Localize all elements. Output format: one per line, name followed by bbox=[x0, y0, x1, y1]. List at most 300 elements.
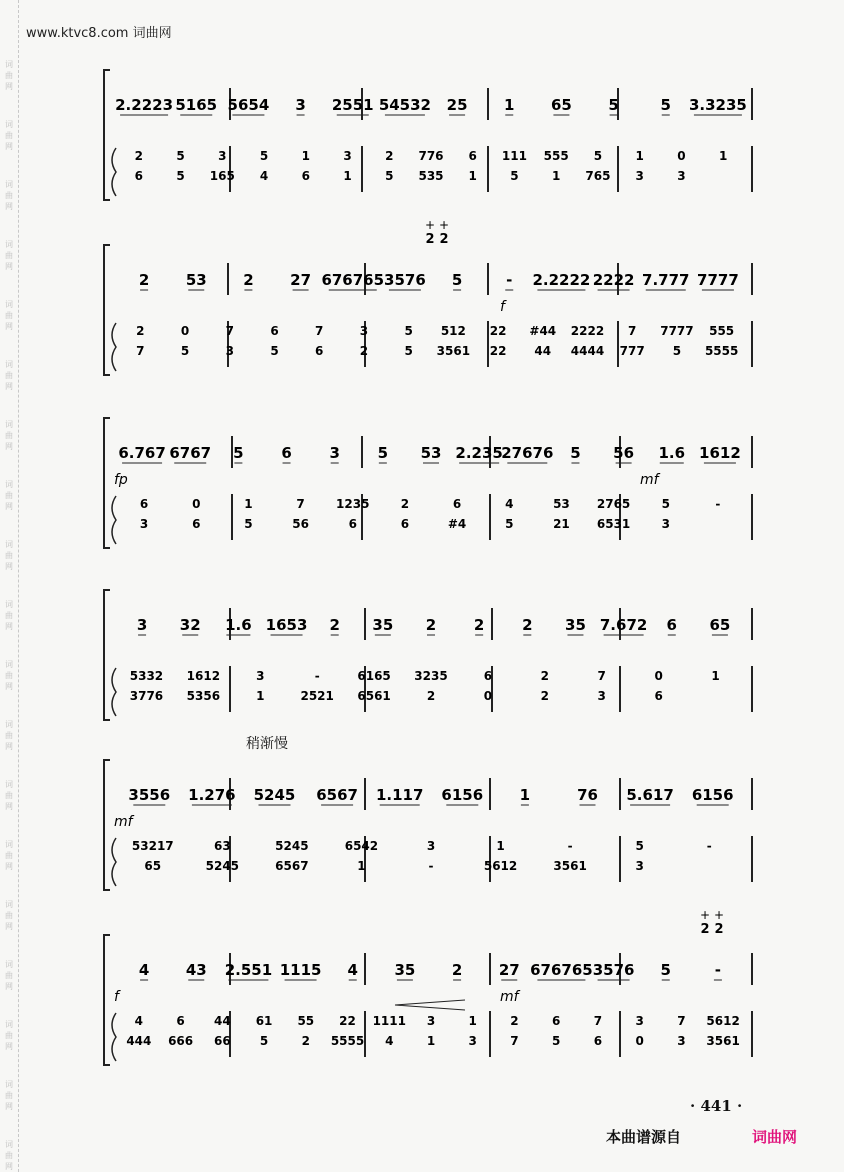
accompaniment-note: 53217 bbox=[131, 839, 174, 853]
accompaniment-note: 5 bbox=[270, 344, 279, 358]
accompaniment-note: 5555 bbox=[704, 344, 739, 358]
melody-note: 27 bbox=[290, 271, 312, 289]
accent-mark: + bbox=[424, 218, 436, 232]
melody-note: 54532 bbox=[378, 96, 432, 114]
side-strip-mark: 词 bbox=[5, 900, 13, 909]
accompaniment-note: 7 bbox=[677, 1014, 686, 1028]
melody-note: 1 bbox=[519, 786, 531, 804]
side-strip-mark: 词 bbox=[5, 840, 13, 849]
accompaniment-note: 7 bbox=[593, 1014, 603, 1028]
accompaniment-note: 44 bbox=[534, 344, 552, 358]
accent-mark: + bbox=[713, 908, 725, 922]
accompaniment-note: 3 bbox=[359, 324, 369, 338]
side-strip-mark: 词 bbox=[5, 300, 13, 309]
melody-note: 5 bbox=[608, 96, 619, 114]
accompaniment-note: 7777 bbox=[660, 324, 694, 338]
accompaniment-note: 3561 bbox=[706, 1034, 740, 1048]
melody-note: 1653 bbox=[265, 616, 308, 634]
melody-note: 7777 bbox=[697, 271, 739, 289]
side-strip-mark: 词 bbox=[5, 480, 13, 489]
melody-note: 5 bbox=[451, 271, 463, 289]
melody-note: 2551 bbox=[331, 96, 374, 114]
accompaniment-note: 3 bbox=[468, 1034, 477, 1048]
melody-note: 676765 bbox=[321, 271, 385, 289]
side-strip-mark: 词 bbox=[5, 1020, 13, 1029]
melody-note: 2.2223 bbox=[115, 96, 174, 114]
system-bracket bbox=[104, 590, 110, 720]
accompaniment-note: 3 bbox=[225, 344, 234, 358]
accompaniment-note: 5 bbox=[552, 1034, 561, 1048]
side-strip-mark: 曲 bbox=[5, 971, 13, 980]
melody-note: 5245 bbox=[253, 786, 296, 804]
dynamic-marking: mf bbox=[640, 472, 659, 488]
side-strip-mark: 曲 bbox=[5, 431, 13, 440]
melody-note: 65 bbox=[550, 96, 572, 114]
accompaniment-note: 7 bbox=[315, 324, 324, 338]
dynamic-marking: fp bbox=[114, 472, 128, 488]
side-strip-mark: 词 bbox=[5, 420, 13, 429]
melody-note: 25 bbox=[446, 96, 468, 114]
side-strip-mark: 词 bbox=[5, 1080, 13, 1089]
side-strip-mark: 曲 bbox=[5, 731, 13, 740]
accompaniment-note: 1612 bbox=[186, 669, 221, 683]
accompaniment-note: 6531 bbox=[596, 517, 631, 531]
side-strip-mark: 网 bbox=[5, 682, 13, 691]
accompaniment-note: 5 bbox=[404, 344, 413, 358]
accompaniment-note: 512 bbox=[440, 324, 466, 338]
accompaniment-note: 6 bbox=[192, 517, 201, 531]
source-site-link[interactable]: 词曲网 bbox=[752, 1128, 798, 1146]
melody-note: - bbox=[714, 961, 722, 979]
accompaniment-note: 4 bbox=[134, 1014, 144, 1028]
accompaniment-note: 0 bbox=[635, 1034, 644, 1048]
accompaniment-note: 1 bbox=[244, 497, 253, 511]
side-strip-mark: 网 bbox=[5, 922, 13, 931]
accompaniment-note: 5 bbox=[259, 1034, 269, 1048]
melody-note: 1115 bbox=[279, 961, 322, 979]
melody-note: 1.6 bbox=[658, 444, 686, 462]
accompaniment-note: 6 bbox=[315, 344, 324, 358]
side-strip-mark: 曲 bbox=[5, 191, 13, 200]
accompaniment-note: 3235 bbox=[414, 669, 448, 683]
accompaniment-note: 5 bbox=[661, 497, 670, 511]
melody-note: 1.117 bbox=[375, 786, 424, 804]
melody-note: 2 bbox=[425, 616, 437, 634]
melody-note: 676765 bbox=[530, 961, 593, 979]
accompaniment-note: 2 bbox=[134, 149, 144, 163]
side-strip-mark: 曲 bbox=[5, 911, 13, 920]
accompaniment-note: 7 bbox=[597, 669, 606, 683]
melody-note: 35 bbox=[372, 616, 394, 634]
accompaniment-note: #4 bbox=[447, 517, 467, 531]
melody-note: 35 bbox=[394, 961, 416, 979]
melody-note: 6567 bbox=[316, 786, 358, 804]
side-strip bbox=[0, 0, 19, 1172]
accompaniment-note: 5 bbox=[404, 324, 413, 338]
accompaniment-note: 3776 bbox=[129, 689, 164, 703]
accompaniment-note: 555 bbox=[709, 324, 735, 338]
dynamic-marking: mf bbox=[114, 814, 133, 830]
accompaniment-note: 6 bbox=[593, 1034, 603, 1048]
side-strip-mark: 网 bbox=[5, 802, 13, 811]
accompaniment-note: 6165 bbox=[357, 669, 391, 683]
accompaniment-note: 2521 bbox=[300, 689, 334, 703]
brace bbox=[112, 838, 116, 886]
accompaniment-note: 5 bbox=[385, 169, 394, 183]
accompaniment-note: 2 bbox=[400, 497, 410, 511]
side-strip-mark: 曲 bbox=[5, 791, 13, 800]
side-strip-mark: 曲 bbox=[5, 131, 13, 140]
accompaniment-note: 1 bbox=[718, 149, 728, 163]
accompaniment-note: 6 bbox=[134, 169, 144, 183]
melody-note: 27 bbox=[498, 961, 520, 979]
accompaniment-note: - bbox=[715, 497, 721, 511]
accompaniment-note: 2222 bbox=[570, 324, 605, 338]
accompaniment-note: 5 bbox=[505, 517, 514, 531]
side-strip-mark: 曲 bbox=[5, 671, 13, 680]
accompaniment-note: 6 bbox=[301, 169, 310, 183]
side-strip-mark: 网 bbox=[5, 442, 13, 451]
accompaniment-note: 0 bbox=[677, 149, 686, 163]
melody-note: 3 bbox=[329, 444, 340, 462]
side-strip-mark: 词 bbox=[5, 960, 13, 969]
melody-note: 6.767 bbox=[118, 444, 166, 462]
melody-note: 5165 bbox=[175, 96, 218, 114]
accompaniment-note: 5 bbox=[244, 517, 253, 531]
accompaniment-note: 7 bbox=[510, 1034, 519, 1048]
melody-note: 6767 bbox=[169, 444, 212, 462]
accompaniment-note: 55 bbox=[297, 1014, 315, 1028]
melody-note: 32 bbox=[179, 616, 201, 634]
accompaniment-note: 6 bbox=[468, 149, 477, 163]
side-strip-mark: 词 bbox=[5, 720, 13, 729]
side-strip-mark: 网 bbox=[5, 502, 13, 511]
accompaniment-note: 6542 bbox=[344, 839, 379, 853]
side-strip-mark: 网 bbox=[5, 82, 13, 91]
accompaniment-note: #44 bbox=[529, 324, 557, 338]
side-strip-mark: 曲 bbox=[5, 251, 13, 260]
side-strip-mark: 网 bbox=[5, 1102, 13, 1111]
brace bbox=[112, 668, 116, 716]
accompaniment-note: 1 bbox=[468, 1014, 477, 1028]
accompaniment-note: 1 bbox=[301, 149, 310, 163]
accompaniment-note: 5 bbox=[672, 344, 682, 358]
accompaniment-note: 1 bbox=[496, 839, 505, 853]
side-strip-mark: 网 bbox=[5, 202, 13, 211]
accompaniment-note: 5 bbox=[176, 149, 185, 163]
accompaniment-note: 3 bbox=[677, 169, 686, 183]
accompaniment-note: 7 bbox=[296, 497, 305, 511]
accompaniment-note: 2 bbox=[301, 1034, 310, 1048]
melody-note: 5 bbox=[233, 444, 244, 462]
accompaniment-note: 777 bbox=[619, 344, 645, 358]
accompaniment-note: 3 bbox=[677, 1034, 686, 1048]
melody-note: 76 bbox=[577, 786, 598, 804]
melody-note: 27676 bbox=[501, 444, 554, 462]
accompaniment-note: 165 bbox=[209, 169, 235, 183]
accompaniment-note: 5 bbox=[635, 839, 644, 853]
side-strip-mark: 词 bbox=[5, 660, 13, 669]
accompaniment-note: 66 bbox=[213, 1034, 231, 1048]
accompaniment-note: 3561 bbox=[553, 859, 587, 873]
melody-note: 35 bbox=[565, 616, 586, 634]
accompaniment-note: 6 bbox=[139, 497, 149, 511]
accompaniment-note: 2 bbox=[540, 689, 549, 703]
accompaniment-note: 3 bbox=[635, 169, 644, 183]
melody-note: 2 bbox=[473, 616, 485, 634]
accompaniment-note: 22 bbox=[489, 324, 507, 338]
melody-note: - bbox=[506, 271, 513, 289]
melody-note: 1.276 bbox=[188, 786, 236, 804]
accompaniment-note: 765 bbox=[585, 169, 611, 183]
accompaniment-note: 63 bbox=[213, 839, 231, 853]
system-bracket bbox=[104, 418, 110, 548]
accompaniment-note: 2 bbox=[385, 149, 394, 163]
accent-mark: + bbox=[438, 218, 450, 232]
melody-note: 56 bbox=[613, 444, 635, 462]
melody-note: 2.551 bbox=[224, 961, 273, 979]
accompaniment-note: 3 bbox=[426, 1014, 436, 1028]
melody-note: 2 bbox=[329, 616, 340, 634]
accompaniment-note: 1 bbox=[711, 669, 720, 683]
side-strip-mark: 词 bbox=[5, 780, 13, 789]
accompaniment-note: 6 bbox=[270, 324, 279, 338]
melody-note: 6 bbox=[666, 616, 677, 634]
accompaniment-note: 2 bbox=[540, 669, 549, 683]
melody-note: 3556 bbox=[128, 786, 171, 804]
side-strip-mark: 网 bbox=[5, 142, 13, 151]
accompaniment-note: - bbox=[706, 839, 712, 853]
accompaniment-note: 3 bbox=[343, 149, 352, 163]
system-bracket bbox=[104, 70, 110, 200]
accompaniment-note: 5612 bbox=[706, 1014, 740, 1028]
accompaniment-note: 6561 bbox=[357, 689, 391, 703]
accompaniment-note: 22 bbox=[339, 1014, 356, 1028]
accompaniment-note: 1 bbox=[552, 169, 561, 183]
side-strip-mark: 词 bbox=[5, 240, 13, 249]
side-strip-mark: 网 bbox=[5, 1042, 13, 1051]
side-strip-mark: 曲 bbox=[5, 371, 13, 380]
melody-note: 1 bbox=[504, 96, 515, 114]
accompaniment-note: 2 bbox=[510, 1014, 519, 1028]
accompaniment-note: 5 bbox=[593, 149, 603, 163]
side-strip-mark: 曲 bbox=[5, 851, 13, 860]
accompaniment-note: 444 bbox=[126, 1034, 152, 1048]
side-strip-mark: 词 bbox=[5, 600, 13, 609]
accompaniment-note: 6 bbox=[176, 1014, 185, 1028]
melody-note: 1.6 bbox=[225, 616, 252, 634]
melody-note: 4 bbox=[347, 961, 358, 979]
melody-note: 7.777 bbox=[642, 271, 690, 289]
chord-note-above: 2 bbox=[700, 922, 710, 937]
melody-note: 3.3235 bbox=[688, 96, 747, 114]
accompaniment-note: 776 bbox=[418, 149, 444, 163]
accompaniment-note: 1111 bbox=[372, 1014, 406, 1028]
accompaniment-note: 44 bbox=[213, 1014, 231, 1028]
side-strip-mark: 网 bbox=[5, 382, 13, 391]
site-url[interactable]: www.ktvc8.com 词曲网 bbox=[26, 26, 172, 41]
accompaniment-note: 555 bbox=[543, 149, 569, 163]
accompaniment-note: 6 bbox=[654, 689, 663, 703]
side-strip-mark: 曲 bbox=[5, 1151, 13, 1160]
melody-note: 43 bbox=[185, 961, 207, 979]
accompaniment-note: 7 bbox=[136, 344, 145, 358]
side-strip-mark: 曲 bbox=[5, 71, 13, 80]
accompaniment-note: 6567 bbox=[275, 859, 309, 873]
accompaniment-note: 6 bbox=[452, 497, 462, 511]
melody-note: 7.672 bbox=[599, 616, 648, 634]
side-strip-mark: 网 bbox=[5, 322, 13, 331]
side-strip-mark: 曲 bbox=[5, 611, 13, 620]
melody-note: 5 bbox=[660, 961, 671, 979]
accompaniment-note: 5332 bbox=[129, 669, 164, 683]
dynamic-marking: mf bbox=[500, 989, 519, 1005]
accompaniment-note: 22 bbox=[489, 344, 507, 358]
melody-note: 5.617 bbox=[626, 786, 674, 804]
side-strip-mark: 网 bbox=[5, 562, 13, 571]
accompaniment-note: 3 bbox=[635, 859, 644, 873]
side-strip-mark: 曲 bbox=[5, 1031, 13, 1040]
melody-note: 53 bbox=[420, 444, 442, 462]
side-strip-mark: 词 bbox=[5, 1140, 13, 1149]
melody-note: 65 bbox=[709, 616, 731, 634]
melody-note: 2.235 bbox=[455, 444, 503, 462]
accompaniment-note: 3 bbox=[661, 517, 670, 531]
accompaniment-note: 3 bbox=[256, 669, 265, 683]
crescendo-hairpin bbox=[395, 1000, 465, 1010]
tempo-marking: 稍渐慢 bbox=[246, 736, 288, 752]
accompaniment-note: 3 bbox=[218, 149, 227, 163]
side-strip-mark: 词 bbox=[5, 540, 13, 549]
accompaniment-note: 7 bbox=[225, 324, 234, 338]
melody-note: 5 bbox=[377, 444, 389, 462]
accompaniment-note: 1 bbox=[256, 689, 265, 703]
melody-note: 3576 bbox=[384, 271, 426, 289]
melody-note: 4 bbox=[138, 961, 150, 979]
accompaniment-note: 56 bbox=[292, 517, 309, 531]
side-strip-mark: 曲 bbox=[5, 1091, 13, 1100]
accompaniment-note: 5245 bbox=[275, 839, 309, 853]
accent-mark: + bbox=[699, 908, 711, 922]
accompaniment-note: - bbox=[428, 859, 434, 873]
melody-note: 3 bbox=[295, 96, 306, 114]
brace bbox=[112, 496, 116, 544]
accompaniment-note: 4 bbox=[385, 1034, 394, 1048]
melody-note: 5654 bbox=[227, 96, 270, 114]
brace bbox=[112, 323, 116, 371]
melody-note: 2 bbox=[138, 271, 150, 289]
side-strip-mark: 网 bbox=[5, 982, 13, 991]
accompaniment-note: 2765 bbox=[596, 497, 631, 511]
accompaniment-note: 0 bbox=[483, 689, 493, 703]
accompaniment-note: 65 bbox=[144, 859, 162, 873]
accompaniment-note: 61 bbox=[255, 1014, 273, 1028]
accompaniment-note: 1235 bbox=[336, 497, 370, 511]
side-strip-mark: 网 bbox=[5, 622, 13, 631]
system-bracket bbox=[104, 760, 110, 890]
accompaniment-note: 1 bbox=[426, 1034, 436, 1048]
system-bracket bbox=[104, 935, 110, 1065]
accompaniment-note: 7 bbox=[628, 324, 637, 338]
accompaniment-note: 535 bbox=[418, 169, 444, 183]
accompaniment-note: 6 bbox=[400, 517, 410, 531]
side-strip-mark: 词 bbox=[5, 120, 13, 129]
accompaniment-note: 6 bbox=[483, 669, 493, 683]
accompaniment-note: 5245 bbox=[205, 859, 240, 873]
side-strip-mark: 词 bbox=[5, 360, 13, 369]
accompaniment-note: 2 bbox=[426, 689, 436, 703]
melody-note: 6156 bbox=[441, 786, 484, 804]
chord-note-above: 2 bbox=[439, 232, 449, 247]
melody-note: 2 bbox=[522, 616, 533, 634]
page-number: · 441 · bbox=[690, 1097, 743, 1115]
accompaniment-note: 3 bbox=[139, 517, 149, 531]
system-bracket bbox=[104, 245, 110, 375]
side-strip-mark: 曲 bbox=[5, 551, 13, 560]
accompaniment-note: 3 bbox=[635, 1014, 644, 1028]
accompaniment-note: 0 bbox=[192, 497, 201, 511]
accompaniment-note: 53 bbox=[553, 497, 570, 511]
accompaniment-note: 666 bbox=[168, 1034, 194, 1048]
side-strip-mark: 网 bbox=[5, 862, 13, 871]
accompaniment-note: - bbox=[314, 669, 320, 683]
melody-note: 6156 bbox=[691, 786, 734, 804]
dynamic-marking: f bbox=[114, 989, 119, 1005]
melody-note: 5 bbox=[570, 444, 581, 462]
melody-note: 3576 bbox=[592, 961, 635, 979]
accompaniment-note: 0 bbox=[180, 324, 190, 338]
melody-note: 5 bbox=[660, 96, 671, 114]
brace bbox=[112, 148, 116, 196]
accompaniment-note: 5555 bbox=[330, 1034, 365, 1048]
accompaniment-note: 5612 bbox=[483, 859, 518, 873]
accompaniment-note: 3561 bbox=[436, 344, 471, 358]
melody-note: 1612 bbox=[699, 444, 741, 462]
accompaniment-note: 1 bbox=[343, 169, 352, 183]
side-strip-mark: 曲 bbox=[5, 311, 13, 320]
accompaniment-note: 5 bbox=[510, 169, 519, 183]
dynamic-marking: f bbox=[500, 299, 505, 315]
side-strip-mark: 曲 bbox=[5, 491, 13, 500]
melody-note: 2 bbox=[451, 961, 463, 979]
accompaniment-note: 5 bbox=[176, 169, 185, 183]
accompaniment-note: 5356 bbox=[186, 689, 221, 703]
accompaniment-note: 111 bbox=[501, 149, 527, 163]
accompaniment-note: 6 bbox=[348, 517, 357, 531]
accompaniment-note: 0 bbox=[654, 669, 663, 683]
accompaniment-note: 1 bbox=[468, 169, 477, 183]
side-strip-mark: 网 bbox=[5, 262, 13, 271]
accompaniment-note: - bbox=[567, 839, 573, 853]
brace bbox=[112, 1013, 116, 1061]
melody-note: 2 bbox=[243, 271, 254, 289]
chord-note-above: 2 bbox=[425, 232, 435, 247]
melody-note: 3 bbox=[136, 616, 148, 634]
chord-note-above: 2 bbox=[714, 922, 724, 937]
accompaniment-note: 6 bbox=[552, 1014, 561, 1028]
accompaniment-note: 1 bbox=[635, 149, 644, 163]
melody-note: 2222 bbox=[592, 271, 635, 289]
accompaniment-note: 3 bbox=[426, 839, 436, 853]
accompaniment-note: 2 bbox=[136, 324, 145, 338]
accompaniment-note: 2 bbox=[359, 344, 369, 358]
accompaniment-note: 4 bbox=[259, 169, 269, 183]
melody-note: 2.2222 bbox=[532, 271, 591, 289]
side-strip-mark: 词 bbox=[5, 60, 13, 69]
accompaniment-note: 4444 bbox=[570, 344, 605, 358]
accompaniment-note: 1 bbox=[357, 859, 366, 873]
melody-note: 53 bbox=[185, 271, 207, 289]
